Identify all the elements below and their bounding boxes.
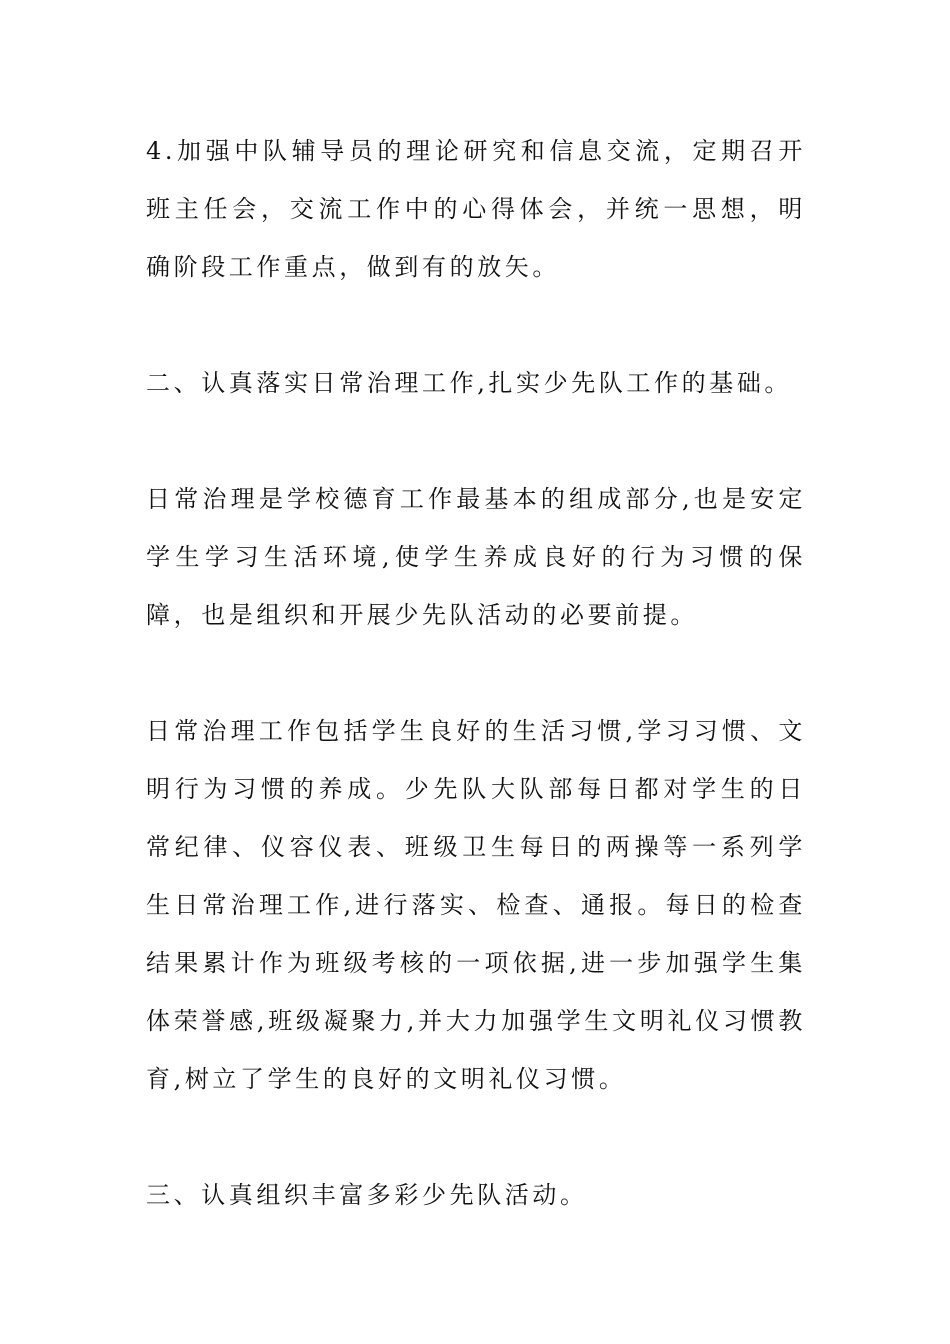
document-body (146, 122, 806, 1224)
paragraph-daily-management-intro: 日常治理是学校德育工作最基本的组成部分,也是安定学生学习生活环境,使学生养成良好的行为习惯的保障，也是组织和开展少先队活动的必要前提。 (146, 485, 806, 629)
section-heading-activities: 三、认真组织丰富多彩少先队活动。 (146, 1181, 588, 1209)
section-heading-daily-management: 二、认真落实日常治理工作,扎实少先队工作的基础。 (146, 369, 793, 397)
paragraph-daily-management-details: 日常治理工作包括学生良好的生活习惯,学习习惯、文明行为习惯的养成。少先队大队部每日都对学生的日常纪律、仪容仪表、班级卫生每日的两操等一系列学生日常治理工作,进行落实、检查、通报。每日的检查结果累计作为班级考核的一项依据,进一步加强学生集体荣誉感,班级凝聚力,并大力加强学生文明礼仪习惯教育,树立了学生的良好的文明礼仪习惯。 (146, 717, 806, 1093)
paragraph-counselor-exchange: 4.加强中队辅导员的理论研究和信息交流，定期召开班主任会，交流工作中的心得体会，并统一思想，明确阶段工作重点，做到有的放矢。 (146, 137, 806, 281)
